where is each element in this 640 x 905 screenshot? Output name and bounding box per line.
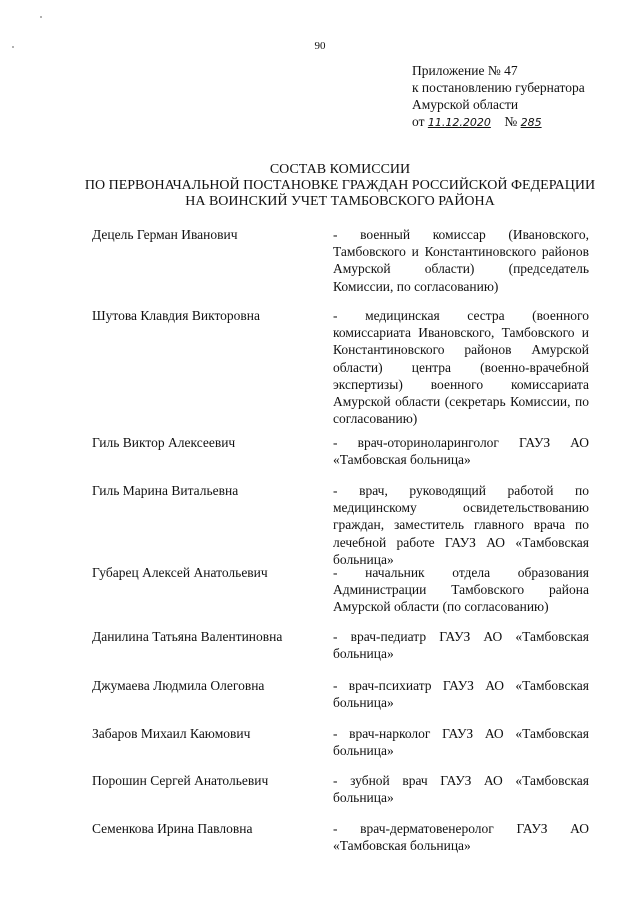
page-number: 90 (314, 40, 326, 52)
member-name: Семенкова Ирина Павловна (92, 821, 253, 836)
member-name: Забаров Михаил Каюмович (92, 726, 251, 741)
member-role: - врач-психиатр ГАУЗ АО «Тамбовская больница» (333, 678, 589, 711)
member-role: - врач-педиатр ГАУЗ АО «Тамбовская больница» (333, 629, 589, 662)
member-role: - врач-нарколог ГАУЗ АО «Тамбовская больница» (333, 726, 589, 759)
number-prefix: № (504, 114, 518, 129)
title-line: СОСТАВ КОМИССИИ (269, 162, 411, 177)
appendix-line: Приложение № 47 (412, 63, 518, 78)
title-line: ПО ПЕРВОНАЧАЛЬНОЙ ПОСТАНОВКЕ ГРАЖДАН РОССИЙСКОЙ ФЕДЕРАЦИИ (84, 178, 596, 193)
appendix-line: к постановлению губернатора (412, 80, 585, 95)
member-name: Шутова Клавдия Викторовна (92, 308, 261, 323)
appendix-date-line (412, 113, 622, 131)
member-role: - начальник отдела образования Администрации Тамбовского района Амурской области (по согласованию) (333, 565, 589, 615)
scan-mark (40, 16, 42, 18)
appendix-block (412, 62, 622, 131)
date-value: 11.12.2020 (427, 116, 491, 129)
member-name: Децель Герман Иванович (92, 227, 238, 242)
member-name: Гиль Виктор Алексеевич (92, 435, 236, 450)
document-title (60, 162, 620, 210)
member-name: Джумаева Людмила Олеговна (92, 678, 265, 693)
member-role: - врач, руководящий работой по медицинскому освидетельствованию граждан, заместитель главного врача по лечебной работе ГАУЗ АО «Тамбовская больница» (333, 483, 589, 567)
member-role: - врач-оториноларинголог ГАУЗ АО «Тамбовская больница» (333, 435, 589, 468)
appendix-line: Амурской области (412, 97, 519, 112)
member-name: Гиль Марина Витальевна (92, 483, 239, 498)
member-role: - военный комиссар (Ивановского, Тамбовского и Константиновского районов Амурской области) (председатель Комиссии, по согласованию) (333, 227, 589, 294)
member-name: Губарец Алексей Анатольевич (92, 565, 268, 580)
member-name: Порошин Сергей Анатольевич (92, 773, 269, 788)
title-line: НА ВОИНСКИЙ УЧЕТ ТАМБОВСКОГО РАЙОНА (185, 194, 495, 209)
member-role: - врач-дерматовенеролог ГАУЗ АО «Тамбовская больница» (333, 821, 589, 854)
member-role: - медицинская сестра (военного комиссариата Ивановского, Тамбовского и Константиновского районов Амурской области) центра (военно-врачебной экспертизы) военного комиссариата Амурской области (секретарь Комиссии, по согласованию) (333, 308, 589, 427)
number-value: 285 (520, 116, 542, 129)
member-role: - зубной врач ГАУЗ АО «Тамбовская больница» (333, 773, 589, 806)
date-prefix: от (412, 114, 425, 129)
member-name: Данилина Татьяна Валентиновна (92, 629, 283, 644)
